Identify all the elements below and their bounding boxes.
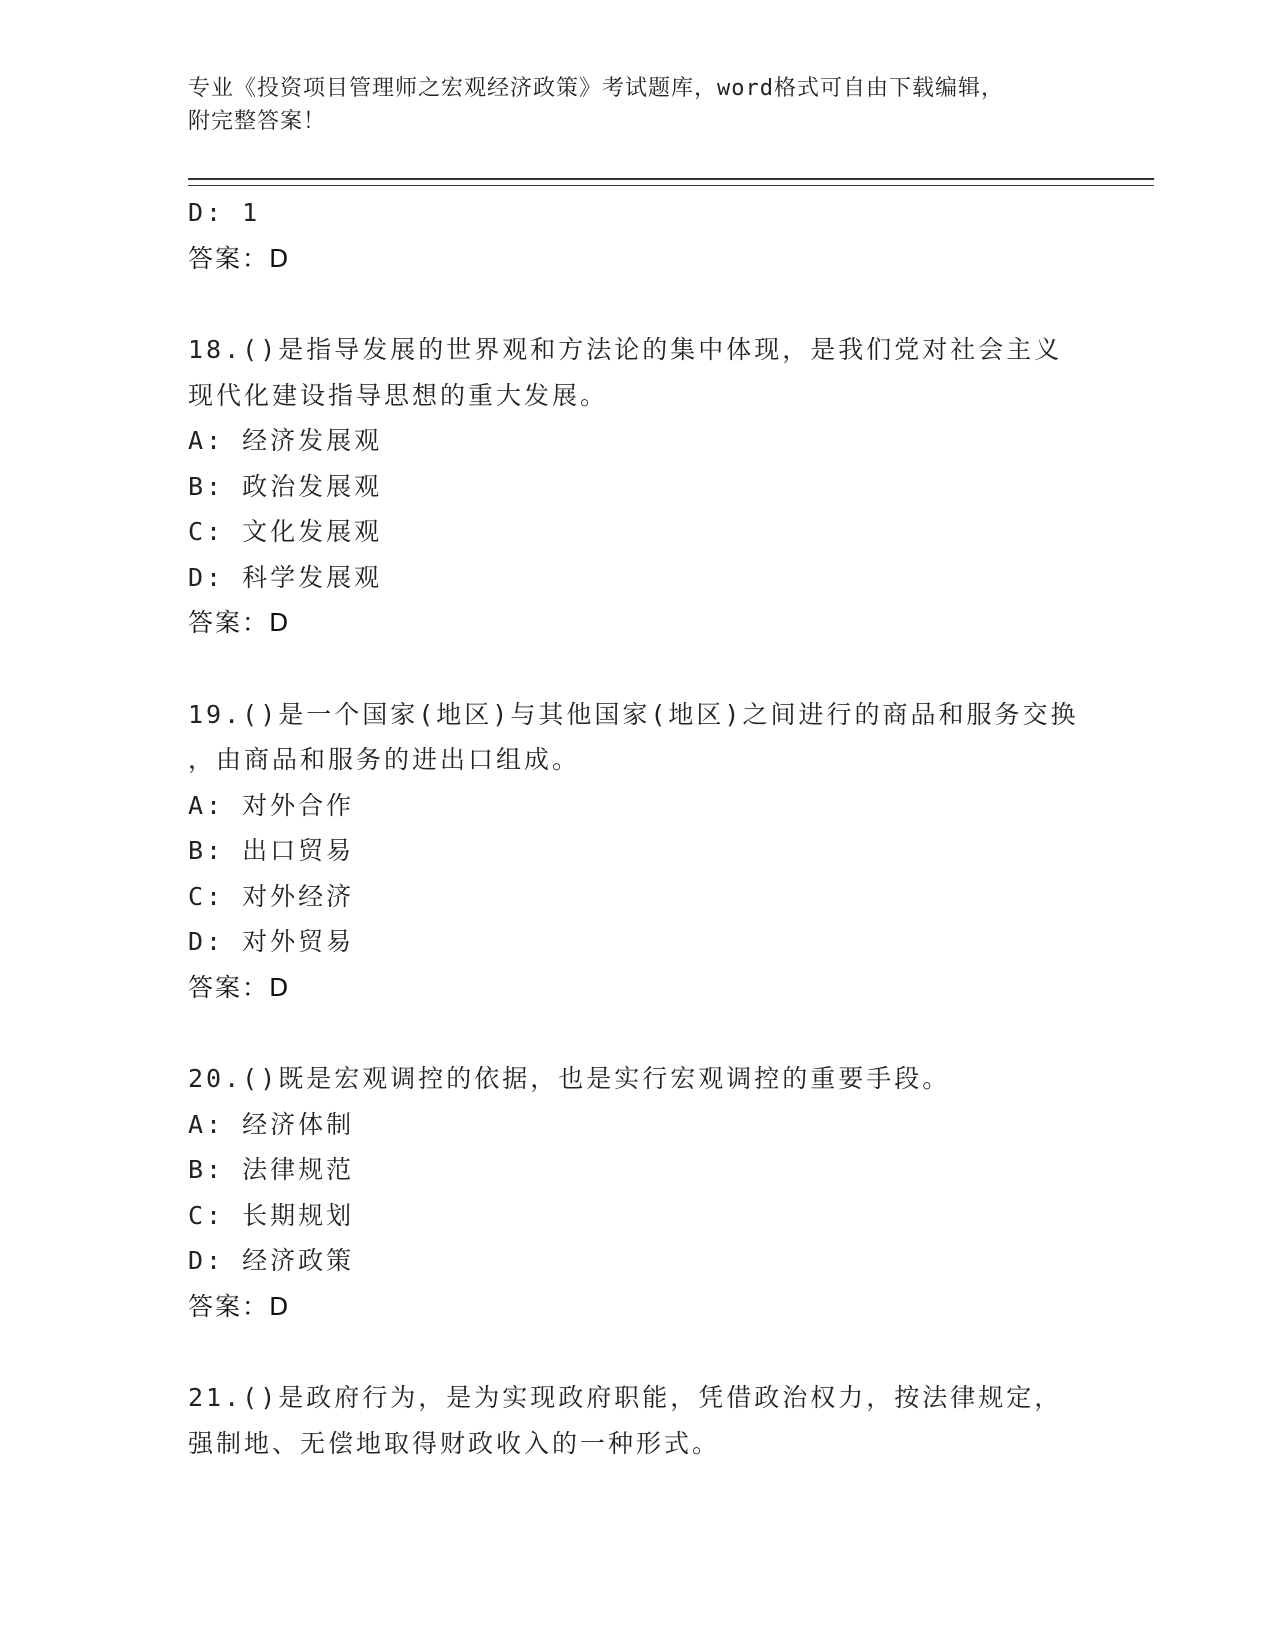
option-a: A: 经济体制: [188, 1109, 355, 1139]
question-19: [188, 692, 1088, 1011]
header-divider: [188, 178, 1154, 186]
option-d: D: 对外贸易: [188, 927, 355, 956]
option-c: C: 长期规划: [188, 1200, 355, 1230]
option-c: C: 对外经济: [188, 881, 355, 911]
answer-label: 答案：D: [188, 972, 291, 1002]
previous-question-tail: [188, 190, 1088, 281]
document-header: [188, 72, 1088, 138]
question-stem-line: 18.()是指导发展的世界观和方法论的集中体现，是我们党对社会主义: [188, 335, 1063, 364]
option-c: C: 文化发展观: [188, 517, 383, 546]
answer-label: 答案：D: [188, 1291, 291, 1321]
question-20: [188, 1056, 1088, 1329]
option-a: A: 对外合作: [188, 790, 355, 820]
option-b: B: 政治发展观: [188, 471, 383, 501]
option-d: D: 科学发展观: [188, 562, 383, 592]
answer-label: 答案：D: [188, 608, 291, 637]
option-b: B: 法律规范: [188, 1155, 355, 1184]
option-a: A: 经济发展观: [188, 426, 383, 455]
question-stem-line: 强制地、无偿地取得财政收入的一种形式。: [188, 1428, 721, 1458]
question-stem-line: 19.()是一个国家(地区)与其他国家(地区)之间进行的商品和服务交换: [188, 699, 1079, 729]
header-line-1: 专业《投资项目管理师之宏观经济政策》考试题库，word格式可自由下载编辑，: [188, 76, 1004, 101]
option-d: D: 经济政策: [188, 1246, 355, 1275]
question-list: [188, 190, 1088, 1466]
question-18: [188, 327, 1088, 646]
question-stem-line: 20.()既是宏观调控的依据，也是实行宏观调控的重要手段。: [188, 1064, 951, 1093]
answer-label: 答案：D: [188, 243, 291, 273]
option-d: D: 1: [188, 198, 261, 227]
option-b: B: 出口贸易: [188, 836, 355, 865]
question-stem-line: 现代化建设指导思想的重大发展。: [188, 380, 609, 410]
question-21: [188, 1375, 1088, 1466]
question-stem-line: 21.()是政府行为，是为实现政府职能，凭借政治权力，按法律规定，: [188, 1383, 1063, 1412]
header-line-2: 附完整答案！: [188, 109, 327, 134]
question-stem-line: ，由商品和服务的进出口组成。: [188, 745, 581, 774]
